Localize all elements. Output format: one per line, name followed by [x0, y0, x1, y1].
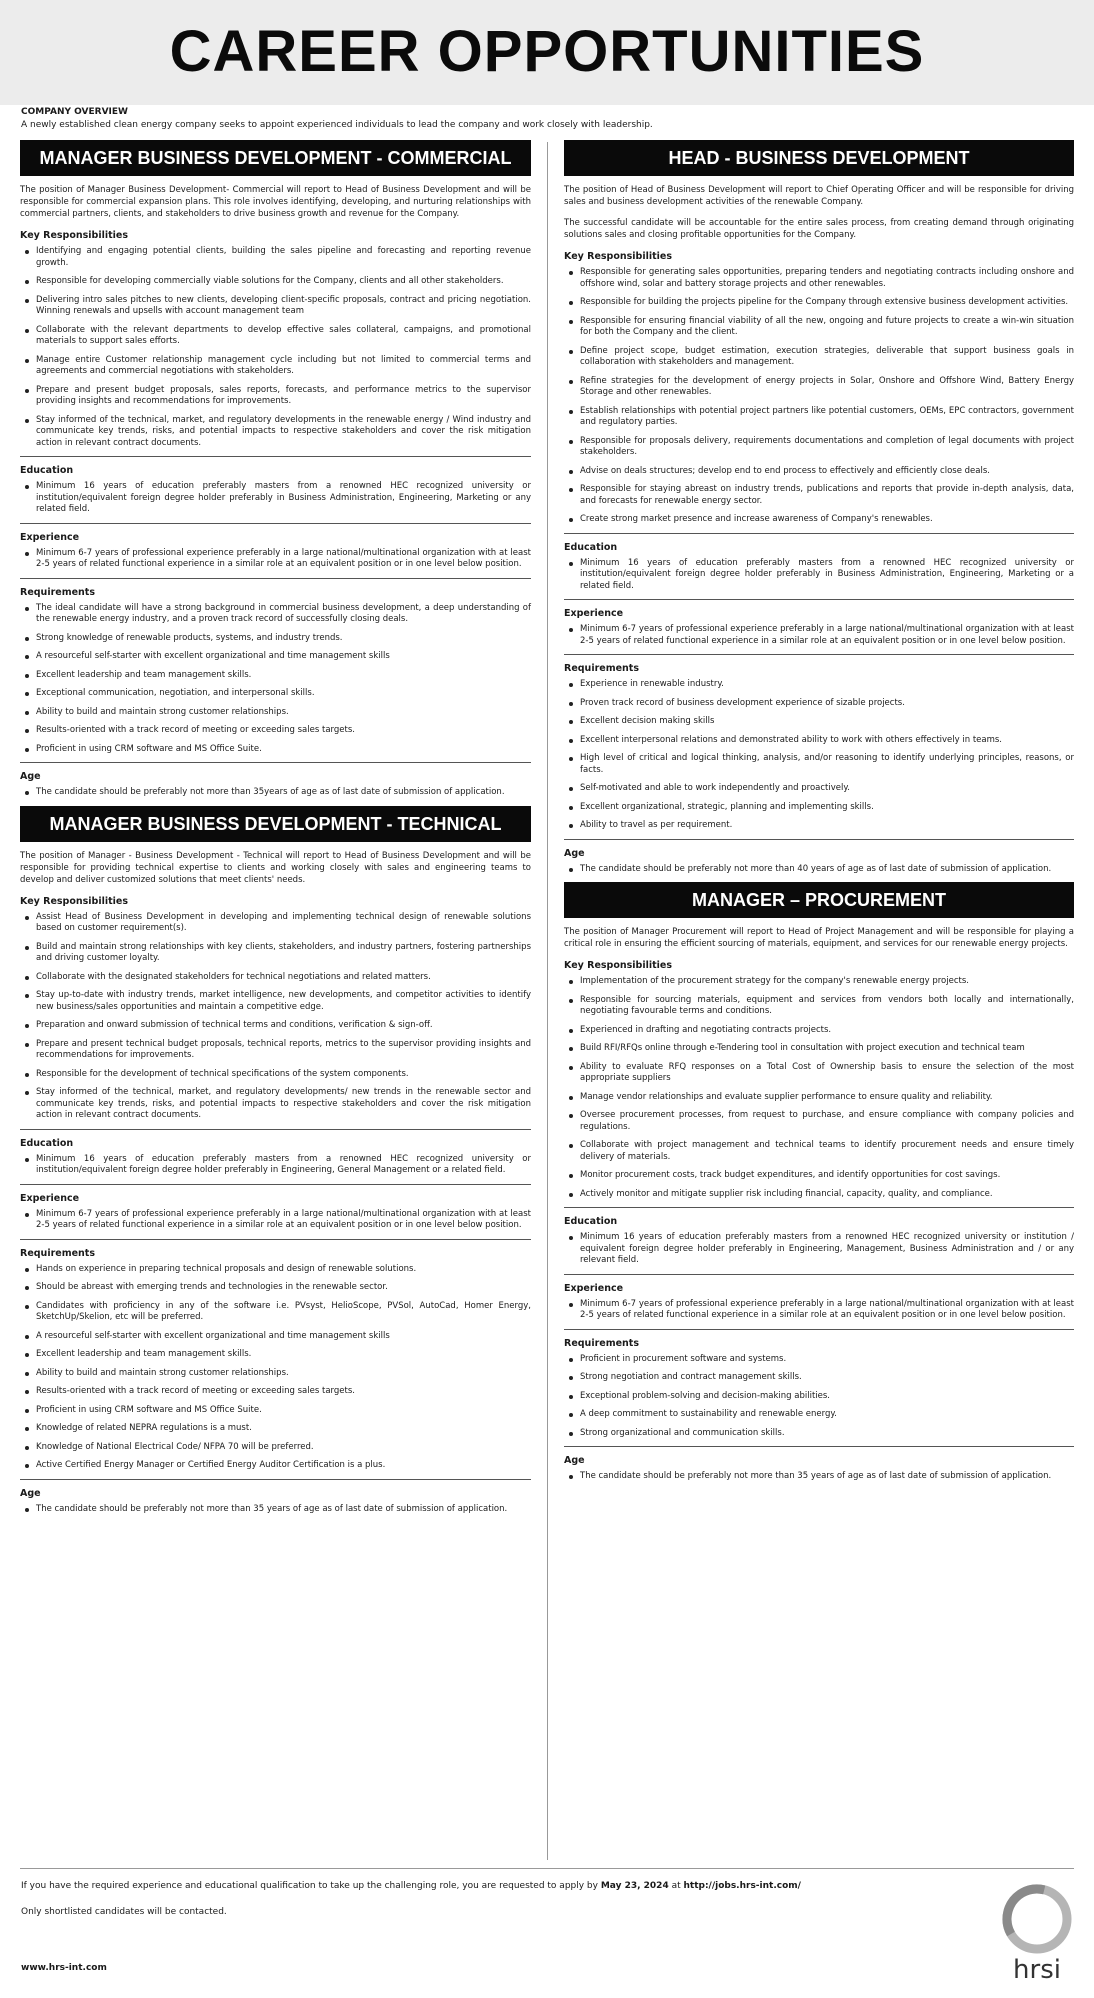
footer-divider [20, 1868, 1074, 1869]
list-item: Responsible for ensuring financial viability of all the new, ongoing and future projects to create a win-win situation for both the Company and the client. [564, 316, 1074, 339]
list-item: Identifying and engaging potential clients, building the sales pipeline and forecasting and reporting revenue growth. [20, 246, 531, 269]
list-item: Minimum 6-7 years of professional experience preferably in a large national/multinational organization with at least 2-5 years of related functional experience in a similar role at an equivalent position or in one level below position. [20, 548, 531, 571]
list-item: Minimum 6-7 years of professional experience preferably in a large national/multinational organization with at least 2-5 years of related functional experience in a similar role at an equivalent position or in one level below position. [564, 1299, 1074, 1322]
section-heading: Key Responsibilities [564, 960, 673, 971]
list-item: Minimum 16 years of education preferably masters from a renowned HEC recognized university or institution / equivalent foreign degree holder preferably in Engineering, Management, Business Administration and / or any relevant field. [564, 1232, 1074, 1267]
list-item: Proficient in procurement software and systems. [564, 1354, 1074, 1366]
job-title: MANAGER – PROCUREMENT [564, 882, 1074, 918]
bullet-list [564, 624, 1074, 647]
bullet-list [564, 1471, 1074, 1483]
list-item: Responsible for staying abreast on industry trends, publications and reports that provide in-depth analysis, data, and forecasts for renewable energy sector. [564, 484, 1074, 507]
section-divider [20, 1479, 531, 1480]
section-heading: Experience [564, 608, 624, 619]
section-divider [564, 1207, 1074, 1208]
list-item: Knowledge of related NEPRA regulations is a must. [20, 1423, 531, 1435]
list-item: Responsible for developing commercially viable solutions for the Company, clients and all other stakeholders. [20, 276, 531, 288]
list-item: Strong negotiation and contract management skills. [564, 1372, 1074, 1384]
section-heading: Age [564, 847, 585, 859]
apply-text: If you have the required experience and educational qualification to take up the challenging role, you are requested to apply by [21, 1881, 601, 1891]
list-item: The candidate should be preferably not more than 35years of age as of last date of submission of application. [20, 787, 531, 799]
job-posting [564, 882, 1074, 1483]
section-divider [20, 523, 531, 524]
list-item: Proficient in using CRM software and MS Office Suite. [20, 744, 531, 756]
list-item: Responsible for proposals delivery, requirements documentations and completion of legal documents with project stakeholders. [564, 436, 1074, 459]
section-divider [564, 533, 1074, 534]
bullet-list [564, 976, 1074, 1200]
bullet-list [20, 1209, 531, 1232]
website-link[interactable]: www.hrs-int.com [21, 1963, 107, 1973]
list-item: Minimum 16 years of education preferably masters from a renowned HEC recognized university or institution/equivalent foreign degree holder preferably in Business Administration, Engineering, Marketing or a related field. [564, 558, 1074, 593]
section-heading: Age [20, 771, 41, 782]
overview-heading: COMPANY OVERVIEW [21, 107, 128, 117]
section-heading: Requirements [20, 1247, 96, 1259]
shortlist-note: Only shortlisted candidates will be contacted. [21, 1907, 227, 1917]
section-heading: Age [564, 1455, 585, 1466]
section-divider [20, 1184, 531, 1185]
section-divider [564, 1274, 1074, 1275]
list-item: Minimum 16 years of education preferably masters from a renowned HEC recognized university or institution/equivalent foreign degree holder preferably in Engineering, General Management or a related field. [20, 1154, 531, 1177]
list-item: Excellent leadership and team management skills. [20, 1349, 531, 1361]
job-posting [20, 806, 531, 1516]
deadline: May 23, 2024 [600, 1881, 669, 1891]
section-divider [20, 456, 531, 457]
bullet-list [20, 1264, 531, 1472]
bullet-list [564, 267, 1074, 526]
right-column [564, 140, 1074, 1490]
list-item: Stay informed of the technical, market, and regulatory developments in the renewable energy / Wind industry and communicate key trends, risks, and potential impacts to respective stakeholders and cover the risk mitigation action in relevant contract documents. [20, 415, 531, 450]
section-heading: Experience [20, 1192, 80, 1204]
section-heading: Education [20, 1137, 74, 1149]
section-divider [20, 578, 531, 579]
list-item: Collaborate with project management and technical teams to identify procurement needs and ensure timely delivery of materials. [564, 1140, 1074, 1163]
list-item: A deep commitment to sustainability and renewable energy. [564, 1409, 1074, 1421]
list-item: Advise on deals structures; develop end to end process to effectively and efficiently close deals. [564, 466, 1074, 478]
job-intro: The position of Manager Business Development- Commercial will report to Head of Business Development and will be responsible for commercial expansion plans. This role involves identifying, developing, and nurturing relationships with commercial partners, clients, and stakeholders to drive business growth and revenue for the Company. [20, 185, 531, 219]
list-item: Knowledge of National Electrical Code/ NFPA 70 will be preferred. [20, 1442, 531, 1454]
section-heading: Key Responsibilities [564, 251, 673, 262]
section-divider [20, 1239, 531, 1240]
list-item: A resourceful self-starter with excellent organizational and time management skills [20, 1331, 531, 1343]
bullet-list [564, 864, 1074, 876]
list-item: Create strong market presence and increase awareness of Company's renewables. [564, 514, 1074, 526]
section-heading: Requirements [564, 663, 640, 674]
list-item: Strong organizational and communication skills. [564, 1428, 1074, 1440]
job-intro: The position of Head of Business Development will report to Chief Operating Officer and will be responsible for driving sales and business development activities of the renewable Company. [564, 185, 1074, 207]
bullet-list [20, 548, 531, 571]
section-heading: Education [564, 1216, 618, 1227]
list-item: The candidate should be preferably not more than 40 years of age as of last date of submission of application. [564, 864, 1074, 876]
list-item: Results-oriented with a track record of meeting or exceeding sales targets. [20, 725, 531, 737]
section-divider [564, 839, 1074, 840]
bullet-list [20, 1154, 531, 1177]
list-item: Experience in renewable industry. [564, 679, 1074, 691]
job-title: MANAGER BUSINESS DEVELOPMENT - TECHNICAL [20, 806, 531, 842]
list-item: Stay up-to-date with industry trends, market intelligence, new developments, and competitor activities to identify new business/sales opportunities and maintain a competitive edge. [20, 990, 531, 1013]
page-title: CAREER OPPORTUNITIES [169, 19, 925, 84]
list-item: High level of critical and logical thinking, analysis, and/or reasoning to identify underlying principles, reasons, or facts. [564, 753, 1074, 776]
section-divider [564, 654, 1074, 655]
list-item: Experienced in drafting and negotiating contracts projects. [564, 1025, 1074, 1037]
list-item: Delivering intro sales pitches to new clients, developing client-specific proposals, contract and pricing negotiation. Winning renewals and upsells with account management team [20, 295, 531, 318]
list-item: Proficient in using CRM software and MS Office Suite. [20, 1405, 531, 1417]
list-item: Ability to build and maintain strong customer relationships. [20, 707, 531, 719]
bullet-list [20, 787, 531, 799]
section-heading: Key Responsibilities [20, 895, 129, 907]
bullet-list [20, 1504, 531, 1516]
list-item: Responsible for generating sales opportunities, preparing tenders and negotiating contracts including onshore and offshore wind, solar and battery storage projects and other renewables. [564, 267, 1074, 290]
section-heading: Education [564, 541, 618, 553]
list-item: The candidate should be preferably not more than 35 years of age as of last date of submission of application. [564, 1471, 1074, 1483]
left-column [20, 140, 531, 1522]
list-item: Refine strategies for the development of energy projects in Solar, Onshore and Offshore Wind, Battery Energy Storage and other renewables. [564, 376, 1074, 399]
list-item: Exceptional problem-solving and decision-making abilities. [564, 1391, 1074, 1403]
section-heading: Requirements [564, 1337, 640, 1349]
section-heading: Experience [564, 1282, 624, 1294]
bullet-list [564, 679, 1074, 832]
list-item: Minimum 6-7 years of professional experience preferably in a large national/multinational organization with at least 2-5 years of related functional experience in a similar role at an equivalent position or in one level below position. [20, 1209, 531, 1232]
company-overview [21, 106, 1073, 132]
list-item: Self-motivated and able to work independently and proactively. [564, 783, 1074, 795]
list-item: Manage vendor relationships and evaluate supplier performance to ensure quality and reliability. [564, 1092, 1074, 1104]
list-item: Preparation and onward submission of technical terms and conditions, verification & sign-off. [20, 1020, 531, 1032]
header-banner [0, 0, 1094, 105]
section-divider [20, 1129, 531, 1130]
list-item: Minimum 16 years of education preferably masters from a renowned HEC recognized university or institution/equivalent foreign degree holder preferably in Business Administration, Engineering, Marketing or any related field. [20, 481, 531, 516]
list-item: The ideal candidate will have a strong background in commercial business development, a deep understanding of the renewable energy industry, and a proven track record of successfully closing deals. [20, 603, 531, 626]
list-item: Candidates with proficiency in any of the software i.e. PVsyst, HelioScope, PVSol, AutoCad, Homer Energy, SketchUp/Skelion, etc will be preferred. [20, 1301, 531, 1324]
list-item: Responsible for the development of technical specifications of the system components. [20, 1069, 531, 1081]
list-item: Exceptional communication, negotiation, and interpersonal skills. [20, 688, 531, 700]
list-item: Strong knowledge of renewable products, systems, and industry trends. [20, 633, 531, 645]
list-item: Assist Head of Business Development in developing and implementing technical design of renewable solutions based on customer requirement(s). [20, 912, 531, 935]
list-item: Prepare and present budget proposals, sales reports, forecasts, and performance metrics to the supervisor providing insights and recommendations for improvements. [20, 385, 531, 408]
list-item: Minimum 6-7 years of professional experience preferably in a large national/multinational organization with at least 2-5 years of related functional experience in a similar role at an equivalent position or in one level below position. [564, 624, 1074, 647]
bullet-list [564, 1354, 1074, 1440]
logo-text: hrsi [1013, 1955, 1061, 1983]
bullet-list [564, 1299, 1074, 1322]
list-item: The candidate should be preferably not more than 35 years of age as of last date of submission of application. [20, 1504, 531, 1516]
section-divider [564, 1329, 1074, 1330]
bullet-list [20, 603, 531, 756]
list-item: Stay informed of the technical, market, and regulatory developments/ new trends in the renewable sector and communicate key trends, risks, and potential impacts to respective stakeholders and cover the risk mitigation action in relevant contract documents. [20, 1087, 531, 1122]
bullet-list [20, 481, 531, 516]
list-item: Build and maintain strong relationships with key clients, stakeholders, and industry partners, fostering partnerships and driving customer loyalty. [20, 942, 531, 965]
bullet-list [564, 1232, 1074, 1267]
bullet-list [20, 912, 531, 1122]
apply-link[interactable]: http://jobs.hrs-int.com/ [683, 1881, 801, 1891]
list-item: Excellent organizational, strategic, planning and implementing skills. [564, 802, 1074, 814]
list-item: Actively monitor and mitigate supplier risk including financial, capacity, quality, and compliance. [564, 1189, 1074, 1201]
list-item: Excellent leadership and team management skills. [20, 670, 531, 682]
list-item: Collaborate with the designated stakeholders for technical negotiations and related matters. [20, 972, 531, 984]
column-divider [547, 142, 548, 1860]
section-heading: Key Responsibilities [20, 230, 129, 241]
list-item: Implementation of the procurement strategy for the company's renewable energy projects. [564, 976, 1074, 988]
list-item: Results-oriented with a track record of meeting or exceeding sales targets. [20, 1386, 531, 1398]
list-item: Responsible for building the projects pipeline for the Company through extensive business development activities. [564, 297, 1074, 309]
apply-text-mid: at [668, 1881, 684, 1891]
list-item: Ability to build and maintain strong customer relationships. [20, 1368, 531, 1380]
section-heading: Education [20, 465, 74, 476]
list-item: Ability to evaluate RFQ responses on a Total Cost of Ownership basis to ensure the selection of the most appropriate suppliers [564, 1062, 1074, 1085]
list-item: Proven track record of business development experience of sizable projects. [564, 698, 1074, 710]
list-item: Collaborate with the relevant departments to develop effective sales collateral, campaigns, and promotional materials to support sales efforts. [20, 325, 531, 348]
job-title: HEAD - BUSINESS DEVELOPMENT [564, 140, 1074, 176]
list-item: Manage entire Customer relationship management cycle including but not limited to commercial terms and agreements and commercial negotiations with stakeholders. [20, 355, 531, 378]
apply-instructions [21, 1880, 1073, 1893]
list-item: Excellent interpersonal relations and demonstrated ability to work with others effectively in teams. [564, 735, 1074, 747]
section-heading: Requirements [20, 586, 96, 598]
list-item: Excellent decision making skills [564, 716, 1074, 728]
list-item: Hands on experience in preparing technical proposals and design of renewable solutions. [20, 1264, 531, 1276]
job-intro: The position of Manager Procurement will report to Head of Project Management and will be responsible for playing a critical role in ensuring the efficient sourcing of materials, equipment, and services for our renewable energy projects. [564, 927, 1074, 949]
job-intro: The position of Manager - Business Development - Technical will report to Head of Business Development and will be responsible for providing technical expertise to clients and working closely with sales and engineering teams to develop and deliver customized solutions that meet clients' needs. [20, 850, 531, 885]
section-divider [564, 599, 1074, 600]
bullet-list [20, 246, 531, 449]
list-item: Monitor procurement costs, track budget expenditures, and identify opportunities for cost savings. [564, 1170, 1074, 1182]
list-item: Responsible for sourcing materials, equipment and services from vendors both locally and internationally, negotiating favourable terms and conditions. [564, 995, 1074, 1018]
section-divider [20, 762, 531, 763]
job-posting [20, 140, 531, 799]
job-posting [564, 140, 1074, 875]
overview-text: A newly established clean energy company seeks to appoint experienced individuals to lead the company and work closely with leadership. [21, 120, 653, 130]
list-item: Establish relationships with potential project partners like potential customers, OEMs, EPC contractors, government and regulatory parties. [564, 406, 1074, 429]
bullet-list [564, 558, 1074, 593]
list-item: Build RFI/RFQs online through e-Tendering tool in consultation with project execution and technical team [564, 1043, 1074, 1055]
list-item: Should be abreast with emerging trends and technologies in the renewable sector. [20, 1282, 531, 1294]
list-item: Oversee procurement processes, from request to purchase, and ensure compliance with company policies and regulations. [564, 1110, 1074, 1133]
list-item: A resourceful self-starter with excellent organizational and time management skills [20, 651, 531, 663]
job-intro: The successful candidate will be accountable for the entire sales process, from creating demand through originating solutions sales and closing profitable opportunities for the Company. [564, 218, 1074, 240]
section-heading: Experience [20, 531, 80, 543]
job-title: MANAGER BUSINESS DEVELOPMENT - COMMERCIAL [20, 140, 531, 176]
section-heading: Age [20, 1487, 41, 1499]
footer [21, 1880, 1073, 1919]
hrsi-logo [996, 1883, 1078, 1983]
list-item: Ability to travel as per requirement. [564, 820, 1074, 832]
section-divider [564, 1446, 1074, 1447]
list-item: Active Certified Energy Manager or Certified Energy Auditor Certification is a plus. [20, 1460, 531, 1472]
list-item: Prepare and present technical budget proposals, technical reports, metrics to the supervisor providing insights and recommendations for improvements. [20, 1039, 531, 1062]
list-item: Define project scope, budget estimation, execution strategies, deliverable that support business goals in collaboration with stakeholders and management. [564, 346, 1074, 369]
